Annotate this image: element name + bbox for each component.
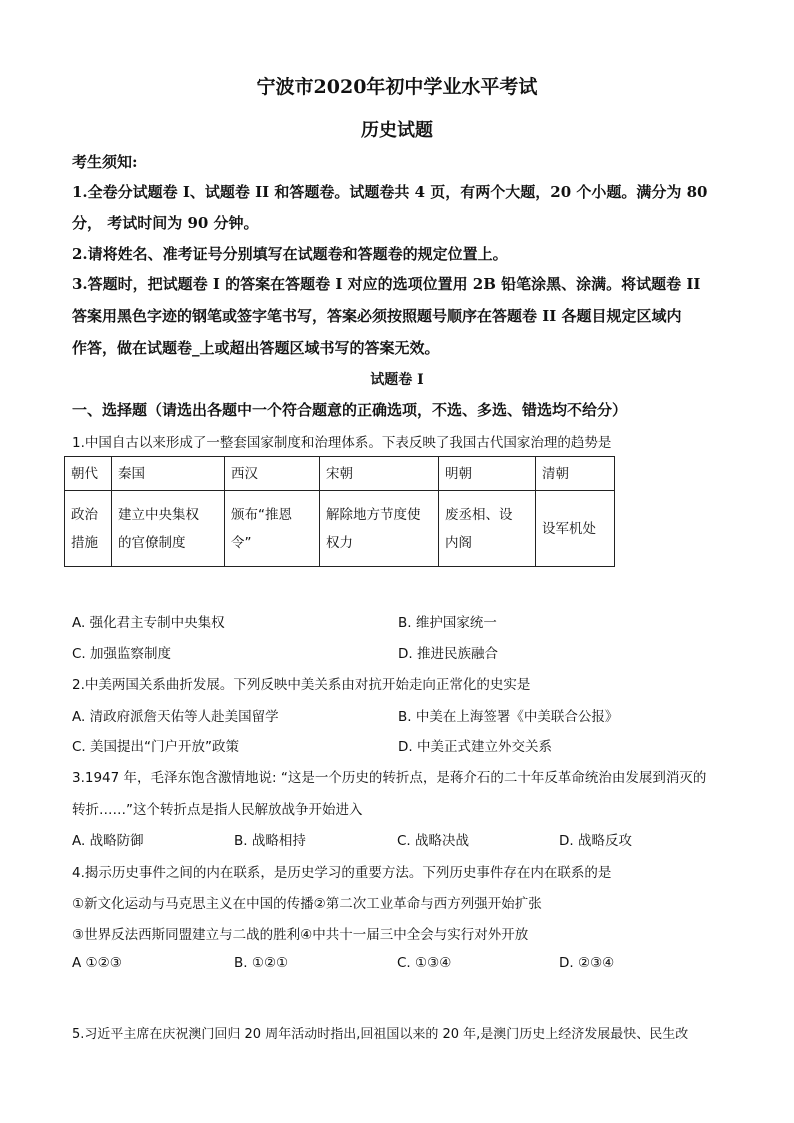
q3-line-1: 3.1947 年，毛泽东饱含激情地说: “这是一个历史的转折点，是蒋介石的二十年反革命统治由发展到消灭的 (72, 770, 707, 786)
table-cell: 明朝 (439, 457, 536, 491)
q1-table (64, 456, 615, 567)
table-cell: 清朝 (536, 457, 615, 491)
table-cell: 朝代 (65, 457, 112, 491)
table-cell: 西汉 (225, 457, 320, 491)
q2-option-b: B. 中美在上海签署《中美联合公报》 (398, 709, 619, 725)
notice-line-1: 1.全卷分试题卷 I、试题卷 II 和答题卷。试题卷共 4 页，有两个大题，20 个小题。满分为 80 (72, 183, 708, 201)
table-cell: 设军机处 (536, 491, 615, 567)
exam-title: 宁波市2020年初中学业水平考试 (256, 76, 538, 98)
notice-line-3: 2.请将姓名、准考证号分别填写在试题卷和答题卷的规定位置上。 (72, 245, 508, 263)
table-cell: 宋朝 (320, 457, 439, 491)
q5-stem: 5.习近平主席在庆祝澳门回归 20 周年活动时指出,回祖国以来的 20 年,是澳门历史上经济发展最快、民生改 (72, 1027, 689, 1042)
q1-option-b: B. 维护国家统一 (398, 615, 497, 631)
notice-line-2: 分， 考试时间为 90 分钟。 (72, 214, 259, 232)
q4-option-b: B. ①②① (234, 955, 289, 971)
q1-stem: 1.中国自古以来形成了一整套国家制度和治理体系。下表反映了我国古代国家治理的趋势是 (72, 435, 612, 451)
table-cell: 秦国 (112, 457, 225, 491)
q3-option-b: B. 战略相持 (234, 833, 306, 849)
notice-line-5: 答案用黑色字迹的钢笔或签字笔书写，答案必须按照题号顺序在答题卷 II 各题目规定区域内 (72, 307, 682, 325)
table-row (65, 491, 615, 567)
q4-stem: 4.揭示历史事件之间的内在联系，是历史学习的重要方法。下列历史事件存在内在联系的是 (72, 865, 612, 881)
q3-line-2: 转折……”这个转折点是指人民解放战争开始进入 (72, 802, 363, 818)
q2-stem: 2.中美两国关系曲折发展。下列反映中美关系由对抗开始走向正常化的史实是 (72, 677, 531, 693)
table-cell: 解除地方节度使 权力 (320, 491, 439, 567)
table-cell: 建立中央集权 的官僚制度 (112, 491, 225, 567)
table-row (65, 457, 615, 491)
q1-option-c: C. 加强监察制度 (72, 646, 172, 662)
notice-heading: 考生须知: (72, 153, 138, 171)
q2-option-c: C. 美国提出“门户开放”政策 (72, 739, 239, 755)
table-cell: 废丞相、设 内阁 (439, 491, 536, 567)
notice-line-4: 3.答题时，把试题卷 I 的答案在答题卷 I 对应的选项位置用 2B 铅笔涂黑、涂满。将试题卷 II (72, 275, 701, 293)
notice-line-6: 作答，做在试题卷_上或超出答题区域书写的答案无效。 (72, 339, 440, 357)
q4-line-3: ③世界反法西斯同盟建立与二战的胜利④中共十一届三中全会与实行对外开放 (72, 927, 529, 943)
q2-option-d: D. 中美正式建立外交关系 (398, 739, 552, 755)
q3-option-c: C. 战略决战 (397, 833, 470, 849)
q4-option-a: A ①②③ (72, 955, 122, 971)
q3-option-a: A. 战略防御 (72, 833, 144, 849)
exam-subtitle: 历史试题 (361, 120, 433, 141)
volume-label: 试题卷 I (370, 372, 424, 388)
q4-option-d: D. ②③④ (559, 955, 615, 971)
section-heading: 一、选择题（请选出各题中一个符合题意的正确选项，不选、多选、错选均不给分） (72, 401, 628, 419)
q4-line-2: ①新文化运动与马克思主义在中国的传播②第二次工业革命与西方列强开始扩张 (72, 896, 542, 912)
q4-option-c: C. ①③④ (397, 955, 452, 971)
table-cell: 颁布“推恩 令” (225, 491, 320, 567)
q2-option-a: A. 清政府派詹天佑等人赴美国留学 (72, 709, 279, 725)
q3-option-d: D. 战略反攻 (559, 833, 632, 849)
q1-option-d: D. 推进民族融合 (398, 646, 498, 662)
q1-option-a: A. 强化君主专制中央集权 (72, 615, 225, 631)
table-cell: 政治 措施 (65, 491, 112, 567)
